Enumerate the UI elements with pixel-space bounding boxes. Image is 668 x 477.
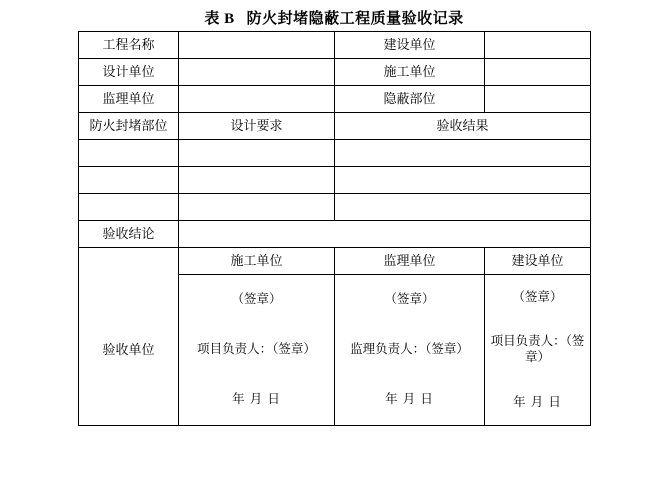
signature-row [79, 275, 591, 426]
supervision-signature-cell[interactable] [335, 275, 485, 426]
acceptance-result-value[interactable] [335, 194, 591, 221]
supervision-unit-label: 监理单位 [79, 86, 179, 113]
table-row [79, 59, 591, 86]
design-unit-value[interactable] [179, 59, 335, 86]
acceptance-unit-label: 验收单位 [79, 275, 179, 426]
firestop-position-value[interactable] [79, 167, 179, 194]
supervision-unit-column-header: 监理单位 [335, 248, 485, 275]
firestop-position-header: 防火封堵部位 [79, 113, 179, 140]
supervision-date-line: 年 月 日 [385, 392, 434, 407]
builder-person-text: 项目负责人：（签章） [197, 342, 316, 357]
builder-signature-cell[interactable] [179, 275, 335, 426]
table-row [79, 86, 591, 113]
firestop-position-value[interactable] [79, 194, 179, 221]
design-requirement-value[interactable] [179, 194, 335, 221]
construction-person-text: 项目负责人：（签章） [490, 334, 585, 364]
page-title [0, 7, 668, 28]
builder-unit-value[interactable] [485, 59, 591, 86]
design-requirement-value[interactable] [179, 167, 335, 194]
builder-date-line: 年 月 日 [232, 392, 281, 407]
design-requirement-value[interactable] [179, 140, 335, 167]
table-row [79, 167, 591, 194]
supervision-unit-value[interactable] [179, 86, 335, 113]
project-name-label: 工程名称 [79, 32, 179, 59]
conclusion-value[interactable] [179, 221, 591, 248]
builder-unit-column-header: 施工单位 [179, 248, 335, 275]
project-name-value[interactable] [179, 32, 335, 59]
supervision-seal-text: （签章） [384, 292, 435, 307]
acceptance-result-value[interactable] [335, 140, 591, 167]
title-text: 防火封堵隐蔽工程质量验收记录 [246, 11, 464, 27]
acceptance-units-spacer [79, 248, 179, 275]
construction-unit-column-header: 建设单位 [485, 248, 591, 275]
table-row [79, 140, 591, 167]
acceptance-result-value[interactable] [335, 167, 591, 194]
title-label: 表 B [204, 11, 235, 27]
construction-signature-cell[interactable] [485, 275, 591, 426]
construction-seal-text: （签章） [512, 289, 563, 304]
acceptance-record-table [78, 31, 591, 426]
table-row [79, 32, 591, 59]
table-row [79, 194, 591, 221]
design-unit-label: 设计单位 [79, 59, 179, 86]
builder-seal-text: （签章） [231, 292, 282, 307]
concealed-part-value[interactable] [485, 86, 591, 113]
conclusion-label: 验收结论 [79, 221, 179, 248]
concealed-part-label: 隐蔽部位 [335, 86, 485, 113]
table-row [79, 221, 591, 248]
supervision-person-text: 监理负责人：（签章） [350, 342, 469, 357]
construction-unit-label: 建设单位 [335, 32, 485, 59]
construction-unit-value[interactable] [485, 32, 591, 59]
table-header-row [79, 113, 591, 140]
table-header-row [79, 248, 591, 275]
firestop-position-value[interactable] [79, 140, 179, 167]
construction-date-line: 年 月 日 [513, 394, 562, 409]
design-requirement-header: 设计要求 [179, 113, 335, 140]
builder-unit-label: 施工单位 [335, 59, 485, 86]
acceptance-result-header: 验收结果 [335, 113, 591, 140]
